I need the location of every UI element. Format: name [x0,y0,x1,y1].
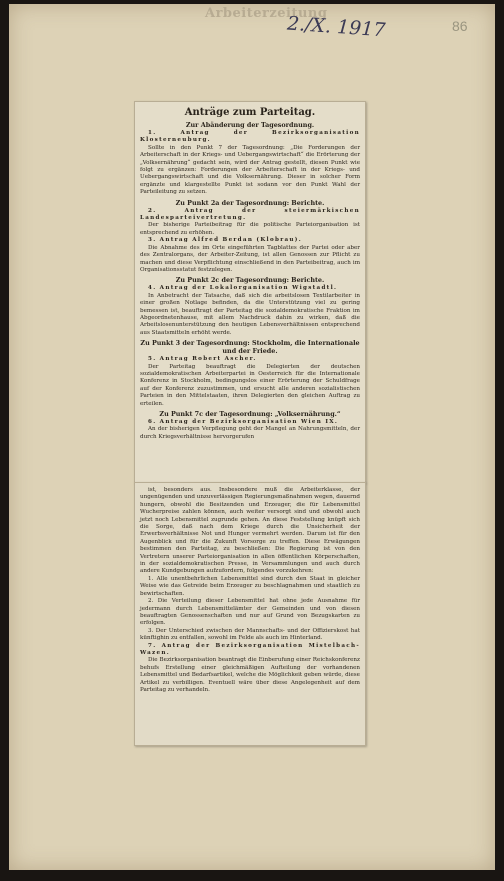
section-heading: Zu Punkt 2c der Tagesordnung: Berichte. [175,276,325,285]
motion-text: Die Bezirksorganisation beantragt die Einberufung einer Reichskonferenz behufs Erstellung einer gleichmäßigen Aufteilung der vorhandenen Lebensmittel und Bedarfsartikel, welche die Möglichkeit geben würde, diese Artikel zu verbilligen. Eventuell wäre über diese Angelegenheit auf dem Parteitag zu verhandeln. [140,657,360,693]
motion-text: ist, besonders aus. Insbesondere muß die Arbeiterklasse, der ungenügenden und unzuverlässigen Regierungsmaßnahmen wegen, dauernd hungern, obwohl die Besitzenden und Erzeuger, die für Lebensmittel Wucherpreise zahlen können, auch weiter versorgt sind und obwohl auch jetzt noch Lebensmittel zugrunde gehen. An diese Feststellung knüpft sich die Sorge, daß nach dem Kriege durch die Unsicherheit der Erwerbsverhältnisse Not und Hunger vermehrt werden. Darum ist für den Augenblick und für die Zukunft Vorsorge zu treffen. Diese Erwägungen bestimmen den Parteitag, zu beschließen: Die Regierung ist von den Vertretern unserer Parteiorganisation in allen öffentlichen Körperschaften, in der sozialdemokratischen Presse, in Versammlungen und auch durch andere Kundgebungen aufzufordern, folgendes vorzukehren: [140,487,360,575]
article-title: Anträge zum Parteitag. [184,107,316,118]
motion-text: Sollte in den Punkt 7 der Tagesordnung: „Die Forderungen der Arbeiterschaft in der Kriegs- und Uebergangswirtschaft“ die Erörterung der „Volksernährung“ gedacht sein, wird der Antrag gestellt, diesen Punkt wie folgt zu ergänzen: Forderungen der Arbeiterschaft in der Kriegs- und Uebergangswirtschaft und die Volksernährung. Dieser in solcher Form ergänzte und klargestellte Punkt ist sodann vor den Punkt Wahl der Parteileitung zu setzen. [140,144,360,196]
motion-text: 1. Alle unentbehrlichen Lebensmittel sind durch den Staat in gleicher Weise wie das Getreide beim Erzeuger zu beschlagnahmen und staatlich zu bewirtschaften. [140,575,360,597]
page-number: 86 [452,18,468,34]
motion-text: Der bisherige Parteibeitrag für die politische Parteiorganisation ist entsprechend zu erhöhen. [140,222,360,236]
motion-heading: 7. Antrag der Bezirksorganisation Mistelbach-Wazen. [140,642,360,656]
motion-heading: 1. Antrag der Bezirksorganisation Klosterneuburg. [140,130,360,144]
motion-heading: 3. Antrag Alfred Berdan (Klobrau). [148,237,302,244]
motion-heading: 2. Antrag der steiermärkischen Landesparteivertretung. [140,207,360,222]
motion-text: Die Abnahme des im Orte eingeführten Tagblattes der Partei oder aber des Zentralorgans, der Arbeiter-Zeitung, ist allen Genossen zur Pflicht zu machen und diese Verpflichtung einschließend in den Parteibeitrag, auch im Organisationsstatut festzulegen. [140,244,360,273]
motion-heading: 4. Antrag der Lokalorganisation Wigstadtl. [148,285,338,292]
motion-text: Der Parteitag beauftragt die Delegierten der deutschen sozialdemokratischen Arbeiterpartei in Oesterreich für die Internationale Konferenz in Stockholm, bedingungslos einer Erörterung der Schuldfrage auf der Konferenz zuzustimmen, und ersucht alle anderen sozialistischen Parteien in den Mittelstaaten, ihren Delegierten den gleichen Auftrag zu erteilen. [140,363,360,407]
motion-text: An der bisherigen Verpflegung geht der Mangel an Nahrungsmitteln, der durch Kriegsverhältnisse hervorgerufen [140,426,360,440]
section-heading: Zu Punkt 3 der Tagesordnung: Stockholm, die Internationale und der Friede. [140,339,360,356]
motion-heading: 5. Antrag Robert Ascher. [148,356,257,363]
motion-text: 3. Der Unterschied zwischen der Mannschafts- und der Offizierskost hat künftighin zu entfallen, sowohl im Felde als auch im Hinterland. [140,627,360,642]
section-heading: Zu Punkt 2a der Tagesordnung: Berichte. [175,198,325,207]
newspaper-clipping-2 [134,482,366,746]
archive-stamp: Arbeiterzeitung [205,6,328,21]
motion-text: In Anbetracht der Tatsache, daß sich die arbeitslosen Textilarbeiter in einer großen Notlage befinden, da die Unterstützung viel zu gering bemessen ist, beauftragt der Parteitag die sozialdemokratische Fraktion im Abgeordnetenhause, mit allem Nachdruck dahin zu wirken, daß die Arbeitslosenunterstützung den heutigen Lebensverhältnissen entsprechend aus Staatsmitteln erhöht werde. [140,292,360,336]
motion-heading: 6. Antrag der Bezirksorganisation Wien IX. [148,419,339,425]
section-heading: Zu Punkt 7c der Tagesordnung: „Volksernährung.“ [159,410,341,418]
motion-text: 2. Die Verteilung dieser Lebensmittel hat ohne jede Ausnahme für jedermann durch Lebensmittelämter der Gemeinden und von diesen beauftragten Genossenschaften und nur auf Grund von Bezugskarten zu erfolgen. [140,598,360,627]
handwritten-date: 2./X. 1917 [286,12,387,42]
newspaper-clipping-1 [134,101,366,483]
article-subtitle: Zur Abänderung der Tagesordnung. [185,121,315,129]
